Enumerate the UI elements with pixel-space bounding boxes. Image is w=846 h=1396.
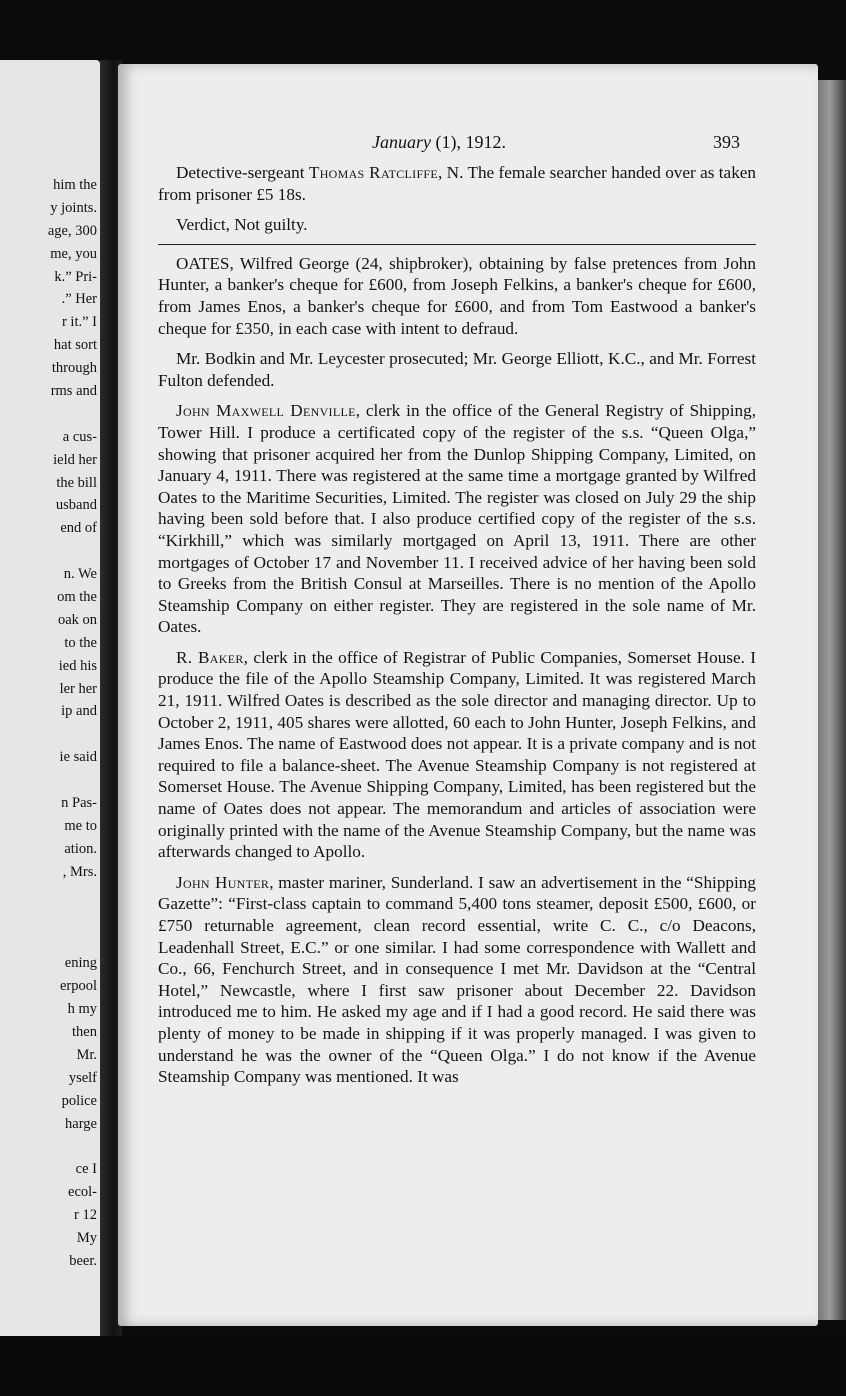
facing-page-line: then (72, 1023, 97, 1040)
facing-page-line: y joints. (50, 199, 97, 216)
facing-page-line: him the (53, 177, 97, 193)
facing-page-line: the bill (56, 474, 97, 491)
facing-page-line: ce I (75, 1161, 97, 1178)
facing-page-line: ation. (64, 840, 97, 857)
facing-page-line (48, 1135, 97, 1158)
page-content (158, 132, 756, 1088)
case-divider (158, 244, 756, 245)
facing-page-line (48, 769, 97, 792)
facing-page-line: , Mrs. (62, 863, 97, 880)
facing-page-line (48, 884, 97, 907)
facing-page-line: rms and (50, 383, 97, 400)
facing-page-line: end of (60, 520, 97, 537)
facing-page-line: n Pas- (61, 795, 97, 812)
facing-page-line: ler her (59, 680, 97, 697)
facing-page-line (48, 929, 97, 952)
testimony-hunter: John Hunter, master mariner, Sunderland. I saw an advertisement in the “Shipping Gazette”: “First-class captain to command 5,400 tons steamer, deposit £500, £600, or £750 returnable agreement, clean record essential, write C. C., c/o Deacons, Leadenhall Street, E.C.” or one similar. I had some correspondence with Wallett and Co., 66, Fenchurch Street, and in consequence I met Mr. Davidson at the “Central Hotel,” Newcastle, where I first saw prisoner about December 22. Davidson introduced me to him. He asked my age and if I had a good record. He said there was plenty of money to be made in shipping if it was properly managed. I was given to understand he was the owner of the “Queen Olga.” I do not know if the Avenue Steamship Company was mentioned. It was (158, 872, 756, 1087)
facing-page (0, 60, 100, 1340)
facing-page-line: om the (57, 589, 97, 606)
facing-page-line (48, 907, 97, 930)
facing-page-line: yself (68, 1069, 97, 1086)
facing-page-line: to the (64, 634, 97, 651)
testimony-denville: John Maxwell Denville, clerk in the office of the General Registry of Shipping, Tower Hill. I produce a certificated copy of the register of the s.s. “Queen Olga,” showing that prisoner acquired her from the Dunlop Shipping Company, Limited, on January 4, 1911. There was registered at the same time a mortgage granted by Wilfred Oates to the Maritime Securities, Limited. The register was closed on July 29 the ship having been sold before that. I also produce certified copy of the register of the s.s. “Kirkhill,” which was similarly mortgaged on April 13, 1911. There are other mortgages of October 17 and November 11. I received advice of her having been sold to Greeks from the British Consul at Marseilles. There is no mention of the Apollo Steamship Company on either register. They are registered in the sole name of Mr. Oates. (158, 401, 756, 637)
facing-page-line (48, 723, 97, 746)
page-number: 393 (713, 132, 740, 152)
facing-page-line: Mr. (76, 1046, 97, 1063)
facing-page-text (48, 174, 97, 1273)
facing-page-line: hat sort (53, 337, 97, 354)
facing-page-line: through (51, 360, 97, 377)
facing-page-line: me, you (50, 245, 97, 262)
facing-page-line: ie said (59, 749, 97, 766)
facing-page-line: .” Her (61, 291, 97, 308)
case-heading: OATES, Wilfred George (24, shipbroker), obtaining by false pretences from John Hunter, a banker's cheque for £600, from Joseph Felkins, a banker's cheque for £600, from James Enos, a banker's cheque for £600, and from Tom Eastwood a banker's cheque for £350, in each case with intent to defraud. (158, 253, 756, 338)
running-head (158, 132, 756, 162)
facing-page-line: harge (65, 1115, 97, 1132)
facing-page-line: usband (55, 497, 97, 514)
facing-page-line: a cus- (62, 428, 97, 445)
running-head-date: January (1), 1912. (372, 132, 506, 152)
counsel-paragraph: Mr. Bodkin and Mr. Leycester prosecuted; Mr. George Elliott, K.C., and Mr. Forrest Fulton defended. (158, 349, 756, 390)
facing-page-line: beer. (69, 1252, 97, 1269)
facing-page-line (48, 540, 97, 563)
facing-page-line: r 12 (74, 1207, 97, 1224)
facing-page-line (48, 403, 97, 426)
facing-page-line: k.” Pri- (54, 268, 97, 285)
facing-page-line: My (76, 1229, 97, 1246)
facing-page-line: ecol- (68, 1184, 97, 1201)
facing-page-line: ield her (53, 451, 97, 468)
facing-page-line: ip and (61, 703, 97, 720)
facing-page-line: me to (64, 817, 97, 834)
facing-page-line: n. We (63, 566, 97, 583)
page-edge (814, 80, 846, 1320)
facing-page-line: r it.” I (61, 314, 97, 331)
scan-border (0, 1336, 846, 1396)
facing-page-line: ied his (58, 657, 97, 674)
facing-page-line: police (61, 1092, 97, 1109)
facing-page-line: erpool (59, 978, 97, 995)
facing-page-line: oak on (57, 611, 97, 628)
verdict: Verdict, Not guilty. (176, 215, 308, 235)
facing-page-line: age, 300 (47, 222, 97, 239)
testimony-baker: R. Baker, clerk in the office of Registrar of Public Companies, Somerset House. I produce the file of the Apollo Steamship Company, Limited. It was registered March 21, 1911. Wilfred Oates is described as the sole director and managing director. Up to October 2, 1911, 405 shares were allotted, 60 each to John Hunter, Joseph Felkins, and James Enos. The name of Eastwood does not appear. It is a private company and is not required to file a balance-sheet. The Avenue Steamship Company is not registered at Somerset House. The Avenue Shipping Company, Limited, has been registered but the name of Oates does not appear. The memorandum and articles of association were originally printed with the name of the Avenue Steamship Company, but the name was afterwards changed to Apollo. (158, 647, 757, 862)
facing-page-line: ening (64, 955, 97, 972)
facing-page-line: h my (67, 1001, 97, 1018)
paragraph-ratcliffe: Detective-sergeant Thomas Ratcliffe, N. The female searcher handed over as taken from prisoner £5 18s. (158, 163, 757, 204)
